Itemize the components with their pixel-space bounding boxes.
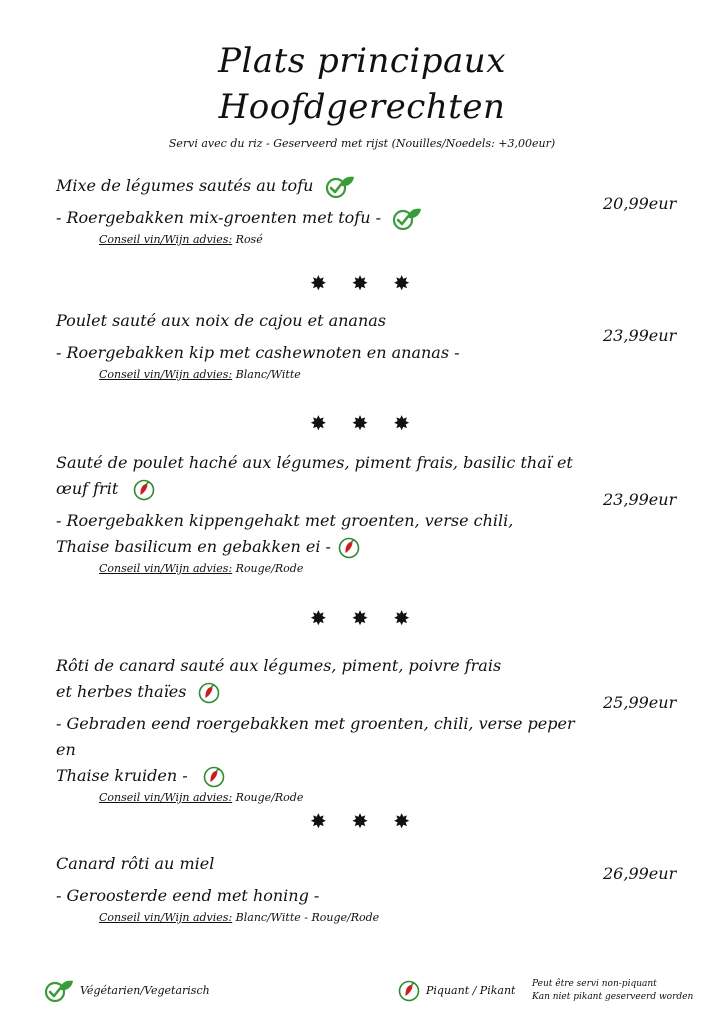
separator-stars (310, 273, 410, 293)
star-icon: ✸ (393, 809, 410, 833)
chili-icon (133, 479, 155, 501)
wine-advice: Conseil vin/Wijn advies: Blanc/Witte (99, 368, 301, 381)
page-title-fr: Plats principaux (218, 41, 506, 81)
page-title-nl: Hoofdgerechten (218, 87, 506, 127)
dish-name-nl: - Roergebakken kip met cashewnoten en ananas - (56, 343, 460, 362)
star-icon: ✸ (310, 606, 327, 630)
wine-advice: Conseil vin/Wijn advies: Rouge/Rode (99, 791, 304, 804)
dish-name-fr: Canard rôti au miel (56, 854, 215, 873)
dish-price: 23,99eur (603, 490, 677, 509)
vegetarian-icon (44, 979, 74, 1003)
menu-item (56, 308, 576, 381)
wine-advice: Conseil vin/Wijn advies: Blanc/Witte - Rouge/Rode (99, 911, 380, 924)
star-icon: ✸ (310, 271, 327, 295)
dish-name-fr: Sauté de poulet haché aux légumes, piment frais, basilic thaï et œuf frit (56, 450, 576, 502)
dish-price: 20,99eur (603, 194, 677, 213)
star-icon: ✸ (351, 271, 369, 295)
separator-stars (310, 608, 410, 628)
menu-item (56, 173, 576, 246)
legend-vegetarian-label: Végétarien/Vegetarisch (80, 984, 210, 997)
separator-stars (310, 413, 410, 433)
menu-item (56, 653, 576, 804)
dish-price: 23,99eur (603, 326, 677, 345)
separator-stars (310, 811, 410, 831)
dish-name-fr: Mixe de légumes sautés au tofu (56, 176, 314, 195)
star-icon: ✸ (393, 271, 410, 295)
chili-icon (338, 537, 360, 559)
dish-name-nl: - Geroosterde eend met honing - (56, 886, 320, 905)
star-icon: ✸ (393, 606, 410, 630)
dish-name-nl: - Roergebakken kippengehakt met groenten, verse chili, Thaise basilicum en gebakken ei - (56, 508, 576, 560)
legend-spicy-label: Piquant / Pikant (426, 984, 516, 997)
dish-name-nl: - Gebraden eend roergebakken met groenten, chili, verse peper en Thaise kruiden - (56, 711, 576, 789)
dish-name-fr: Rôti de canard sauté aux légumes, piment, poivre frais et herbes thaïes (56, 653, 576, 705)
legend-spicy (398, 980, 515, 1002)
star-icon: ✸ (351, 809, 369, 833)
menu-item (56, 450, 576, 575)
star-icon: ✸ (310, 411, 327, 435)
dish-price: 26,99eur (603, 864, 677, 883)
menu-item (56, 851, 576, 924)
star-icon: ✸ (310, 809, 327, 833)
dish-price: 25,99eur (603, 693, 677, 712)
spicy-note: Peut être servi non-piquant Kan niet pikant geserveerd worden (532, 979, 694, 1002)
chili-icon (398, 980, 420, 1002)
star-icon: ✸ (393, 411, 410, 435)
wine-advice: Conseil vin/Wijn advies: Rouge/Rode (99, 562, 304, 575)
dish-name-fr: Poulet sauté aux noix de cajou et ananas (56, 311, 387, 330)
wine-advice: Conseil vin/Wijn advies: Rosé (99, 233, 263, 246)
page-subtitle: Servi avec du riz - Geserveerd met rijst (Nouilles/Noedels: +3,00eur) (168, 137, 556, 150)
star-icon: ✸ (351, 411, 369, 435)
dish-name-nl: - Roergebakken mix-groenten met tofu - (56, 208, 381, 227)
star-icon: ✸ (351, 606, 369, 630)
vegetarian-icon (392, 207, 422, 231)
chili-icon (198, 682, 220, 704)
chili-icon (203, 766, 225, 788)
legend-vegetarian (44, 979, 210, 1003)
vegetarian-icon (325, 175, 355, 199)
